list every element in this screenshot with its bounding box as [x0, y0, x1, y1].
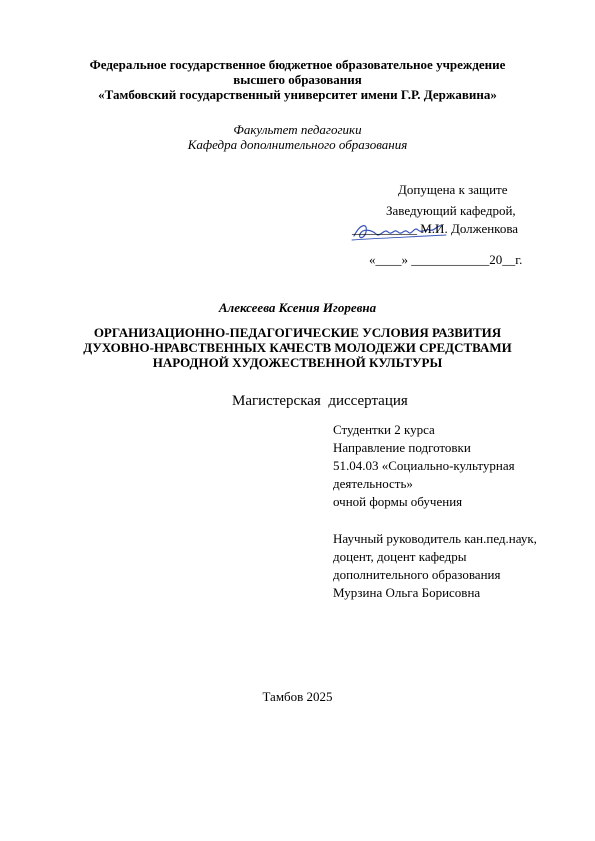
thesis-title-line-2: ДУХОВНО-НРАВСТВЕННЫХ КАЧЕСТВ МОЛОДЕЖИ СРЕДСТВАМИ: [83, 340, 512, 355]
supervisor-line-3: дополнительного образования: [333, 567, 501, 582]
institution-header: [60, 57, 535, 102]
signature-line: __________ М.И. Долженкова: [352, 221, 519, 236]
city-year: Тамбов 2025: [262, 689, 333, 704]
institution-line-1: Федеральное государственное бюджетное образовательное учреждение: [89, 57, 506, 72]
department-name: Кафедра дополнительного образования: [187, 137, 408, 152]
faculty-block: [60, 122, 535, 152]
supervisor-line-2: доцент, доцент кафедры: [333, 549, 467, 564]
approval-block: [340, 182, 570, 218]
work-type: Магистерская диссертация: [232, 393, 408, 409]
student-line-2: Направление подготовки: [333, 440, 471, 455]
head-of-department-text: Заведующий кафедрой,: [386, 203, 516, 218]
supervisor-line-1: Научный руководитель кан.пед.наук,: [333, 531, 537, 546]
thesis-title-line-3: НАРОДНОЙ ХУДОЖЕСТВЕННОЙ КУЛЬТУРЫ: [152, 355, 443, 370]
thesis-title-line-1: ОРГАНИЗАЦИОННО-ПЕДАГОГИЧЕСКИЕ УСЛОВИЯ РАЗВИТИЯ: [93, 325, 502, 340]
approval-date-line: «____» ____________20__г.: [369, 252, 523, 267]
supervisor-line-4: Мурзина Ольга Борисовна: [333, 585, 481, 600]
institution-line-3: «Тамбовский государственный университет имени Г.Р. Державина»: [98, 87, 497, 102]
student-line-5: очной формы обучения: [333, 494, 463, 509]
student-line-1: Студентки 2 курса: [333, 422, 435, 437]
student-info: [333, 421, 573, 511]
student-line-3: 51.04.03 «Социально-культурная: [333, 458, 515, 473]
student-line-4: деятельность»: [333, 476, 413, 491]
institution-line-2: высшего образования: [233, 72, 362, 87]
thesis-title: [70, 325, 525, 370]
supervisor-info: [333, 530, 573, 602]
author-name: Алексеева Ксения Игоревна: [218, 300, 377, 315]
admitted-text: Допущена к защите: [398, 182, 508, 197]
faculty-name: Факультет педагогики: [233, 122, 362, 137]
